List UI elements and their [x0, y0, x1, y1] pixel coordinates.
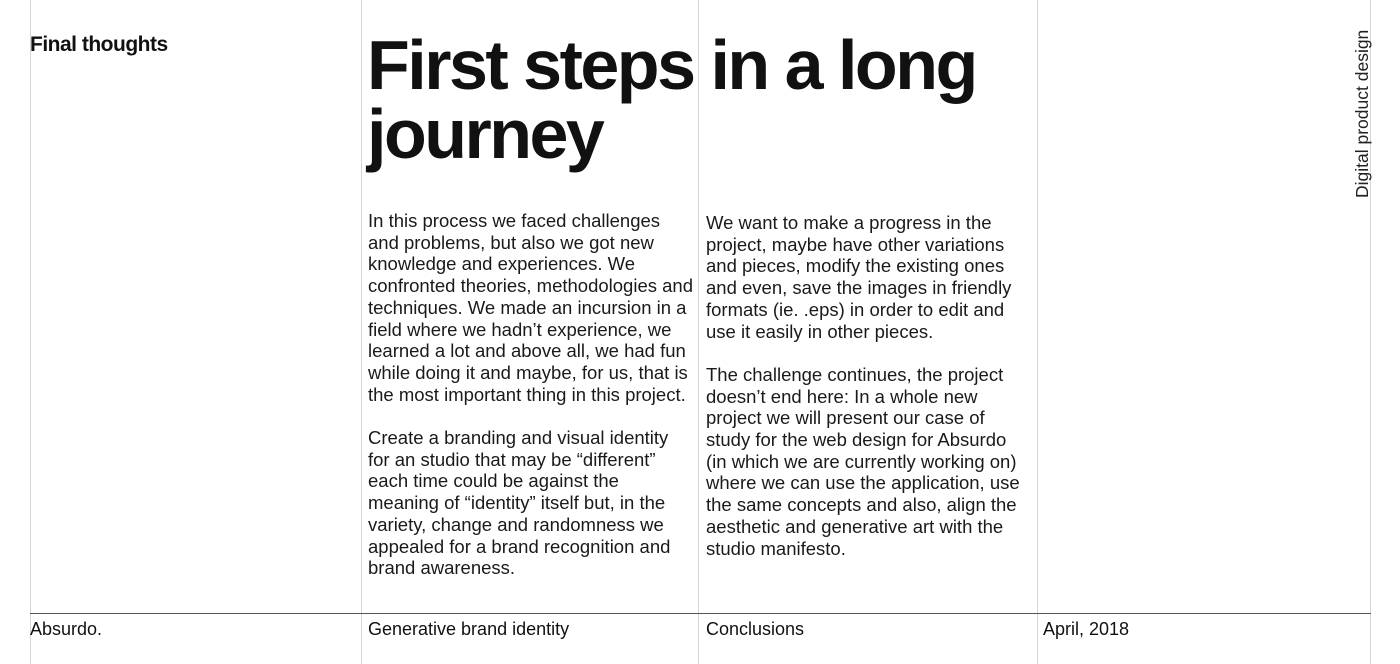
- text-column-right: [706, 212, 1031, 581]
- footer-date: April, 2018: [1043, 619, 1130, 639]
- paragraph: In this process we faced challenges and problems, but also we got new knowledge and experiences. We confronted theories, methodologies and techniques. We made an incursion in a field where we hadn’t experience, we learned a lot and above all, we had fun while doing it and maybe, for us, that is the most important thing in this project.: [368, 210, 693, 405]
- footer-brand: Absurdo.: [30, 619, 103, 639]
- grid-line: [30, 0, 31, 664]
- footer-section: Conclusions: [706, 619, 805, 639]
- section-label: Final thoughts: [30, 33, 168, 56]
- vertical-category-label: Digital product design: [1352, 29, 1372, 198]
- footer-divider: [30, 613, 1371, 614]
- page-title: First steps in a long journey: [367, 26, 976, 173]
- footer-project: Generative brand identity: [368, 619, 570, 639]
- paragraph: Create a branding and visual identity for an studio that may be “different” each time could be against the meaning of “identity” itself but, in the variety, change and randomness we appealed for a brand recognition and brand awareness.: [368, 427, 671, 579]
- text-column-left: [368, 210, 693, 601]
- paragraph: We want to make a progress in the project, maybe have other variations and pieces, modify the existing ones and even, save the images in friendly formats (ie. .eps) in order to edit and use it easily in other pieces.: [706, 212, 1012, 342]
- paragraph: The challenge continues, the project doesn’t end here: In a whole new project we will present our case of study for the web design for Absurdo (in which we are currently working on) where we can use the application, use the same concepts and also, align the aesthetic and generative art with the studio manifesto.: [706, 363, 1020, 559]
- grid-line: [1037, 0, 1038, 664]
- grid-line: [361, 0, 362, 664]
